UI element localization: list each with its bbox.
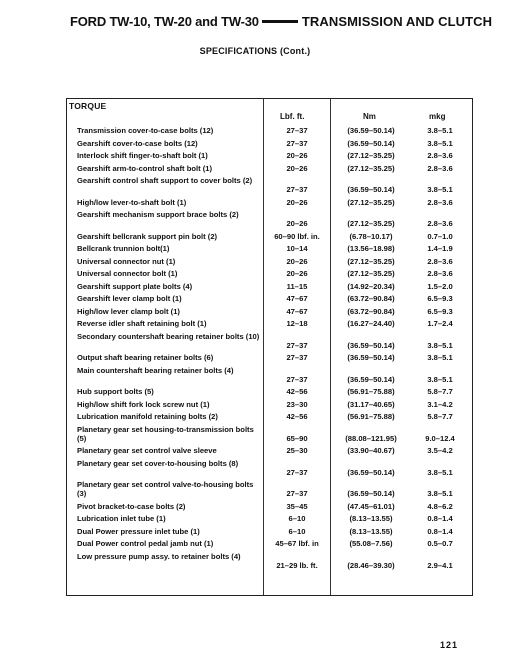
table-row bbox=[67, 514, 472, 523]
cell-mkg: 3.8–5.1 bbox=[427, 489, 453, 498]
cell-mkg: 3.8–5.1 bbox=[427, 340, 453, 350]
cell-lbf-ft: 20–26 bbox=[286, 163, 308, 173]
table-row bbox=[67, 539, 472, 548]
cell-nm: (14.92–20.34) bbox=[347, 281, 395, 291]
page-subtitle: SPECIFICATIONS (Cont.) bbox=[199, 46, 311, 56]
table-row bbox=[67, 176, 472, 194]
cell-lbf-ft: 11–15 bbox=[286, 281, 308, 291]
table-row bbox=[67, 502, 472, 511]
cell-nm: (36.59–50.14) bbox=[347, 185, 395, 194]
table-row bbox=[67, 294, 472, 303]
row-label: Dual Power control pedal jamb nut (1) bbox=[77, 539, 214, 548]
row-label: Reverse idler shaft retaining bolt (1) bbox=[77, 319, 207, 328]
cell-nm: (36.59–50.14) bbox=[347, 126, 395, 135]
row-label: Hub support bolts (5) bbox=[77, 387, 154, 396]
table-row bbox=[67, 151, 472, 160]
header-models: FORD TW-10, TW-20 and TW-30 bbox=[70, 13, 259, 29]
cell-lbf-ft: 21–29 lb. ft. bbox=[276, 560, 318, 570]
table-row bbox=[67, 353, 472, 362]
row-label: Secondary countershaft bearing retainer bolts (10) bbox=[77, 331, 260, 341]
cell-mkg: 2.8–3.6 bbox=[427, 256, 453, 266]
cell-nm: (33.90–40.67) bbox=[347, 446, 395, 455]
table-row bbox=[67, 366, 472, 384]
cell-mkg: 0.8–1.4 bbox=[427, 514, 453, 523]
cell-lbf-ft: 27–37 bbox=[286, 489, 308, 498]
cell-lbf-ft: 27–37 bbox=[286, 353, 308, 362]
cell-mkg: 2.8–3.6 bbox=[427, 163, 453, 173]
row-label: Planetary gear set control valve sleeve bbox=[77, 446, 217, 455]
cell-mkg: 1.4–1.9 bbox=[427, 244, 453, 253]
table-row bbox=[67, 527, 472, 536]
row-label: Gearshift lever clamp bolt (1) bbox=[77, 294, 182, 303]
cell-mkg: 3.8–5.1 bbox=[427, 374, 453, 384]
table-row bbox=[67, 210, 472, 228]
row-label: High/low shift fork lock screw nut (1) bbox=[77, 399, 210, 409]
row-label: Lubrication inlet tube (1) bbox=[77, 514, 166, 523]
table-section-title: TORQUE bbox=[69, 101, 107, 111]
cell-nm: (8.13–13.55) bbox=[349, 514, 393, 523]
table-row bbox=[67, 244, 472, 253]
cell-mkg: 0.8–1.4 bbox=[427, 526, 453, 536]
cell-mkg: 3.8–5.1 bbox=[427, 138, 453, 148]
table-row bbox=[67, 126, 472, 135]
cell-lbf-ft: 42–56 bbox=[286, 387, 308, 396]
row-label: Gearshift bellcrank support pin bolt (2) bbox=[77, 231, 218, 241]
cell-nm: (28.46–39.30) bbox=[347, 560, 395, 570]
cell-lbf-ft: 47–67 bbox=[286, 294, 308, 303]
cell-mkg: 9.0–12.4 bbox=[425, 433, 455, 443]
cell-nm: (27.12–35.25) bbox=[347, 269, 395, 278]
cell-lbf-ft: 25–30 bbox=[286, 446, 308, 455]
cell-lbf-ft: 10–14 bbox=[286, 244, 308, 253]
table-row bbox=[67, 139, 472, 148]
row-label: Main countershaft bearing retainer bolts (4) bbox=[77, 365, 234, 375]
row-label: Universal connector bolt (1) bbox=[77, 269, 178, 278]
cell-lbf-ft: 60–90 lbf. in. bbox=[274, 231, 320, 241]
header-rule bbox=[262, 20, 298, 23]
table-row bbox=[67, 459, 472, 477]
cell-nm: (31.17–40.65) bbox=[347, 399, 395, 409]
column-header-mkg: mkg bbox=[429, 112, 446, 121]
cell-mkg: 6.5–9.3 bbox=[427, 306, 453, 316]
cell-mkg: 4.8–6.2 bbox=[427, 501, 453, 511]
cell-nm: (63.72–90.84) bbox=[347, 306, 395, 316]
table-row bbox=[67, 198, 472, 207]
table-row bbox=[67, 387, 472, 396]
row-label: Dual Power pressure inlet tube (1) bbox=[77, 526, 200, 536]
cell-nm: (36.59–50.14) bbox=[347, 138, 395, 148]
table-row bbox=[67, 319, 472, 328]
table-row bbox=[67, 307, 472, 316]
cell-lbf-ft: 27–37 bbox=[286, 126, 308, 135]
row-label: Interlock shift finger-to-shaft bolt (1) bbox=[77, 151, 208, 160]
cell-lbf-ft: 20–26 bbox=[286, 197, 308, 207]
row-label: Gearshift arm-to-control shaft bolt (1) bbox=[77, 163, 213, 173]
cell-lbf-ft: 27–37 bbox=[286, 374, 308, 384]
cell-lbf-ft: 12–18 bbox=[286, 319, 308, 328]
row-label: Low pressure pump assy. to retainer bolts (4) bbox=[77, 551, 241, 561]
cell-mkg: 3.5–4.2 bbox=[427, 446, 453, 455]
cell-lbf-ft: 20–26 bbox=[286, 269, 308, 278]
cell-lbf-ft: 42–56 bbox=[286, 412, 308, 421]
table-row bbox=[67, 269, 472, 278]
row-label: Planetary gear set housing-to-transmission bolts (5) bbox=[77, 424, 254, 443]
table-row bbox=[67, 164, 472, 173]
cell-mkg: 5.8–7.7 bbox=[427, 387, 453, 396]
cell-lbf-ft: 6–10 bbox=[288, 514, 306, 523]
cell-mkg: 2.8–3.6 bbox=[427, 197, 453, 207]
cell-lbf-ft: 20–26 bbox=[286, 256, 308, 266]
table-row bbox=[67, 425, 472, 443]
header-section: TRANSMISSION AND CLUTCH bbox=[301, 13, 493, 29]
cell-nm: (6.78–10.17) bbox=[349, 231, 393, 241]
cell-lbf-ft: 35–45 bbox=[286, 501, 308, 511]
cell-mkg: 0.7–1.0 bbox=[427, 231, 453, 241]
row-label: High/low lever clamp bolt (1) bbox=[77, 306, 180, 316]
table-row bbox=[67, 446, 472, 455]
cell-nm: (47.45–61.01) bbox=[347, 501, 395, 511]
cell-nm: (27.12–35.25) bbox=[347, 197, 395, 207]
cell-mkg: 3.8–5.1 bbox=[427, 467, 453, 477]
cell-mkg: 3.8–5.1 bbox=[427, 185, 453, 194]
cell-mkg: 1.7–2.4 bbox=[427, 319, 453, 328]
row-label: High/low lever-to-shaft bolt (1) bbox=[77, 197, 187, 207]
row-label: Planetary gear set cover-to-housing bolts (8) bbox=[77, 458, 239, 468]
table-row bbox=[67, 552, 472, 570]
row-label: Gearshift control shaft support to cover bolts (2) bbox=[77, 176, 253, 185]
row-label: Gearshift cover-to-case bolts (12) bbox=[77, 138, 198, 148]
column-header-nm: Nm bbox=[363, 112, 376, 121]
page-header bbox=[70, 10, 500, 32]
cell-lbf-ft: 27–37 bbox=[286, 138, 308, 148]
cell-mkg: 1.5–2.0 bbox=[427, 281, 453, 291]
cell-nm: (16.27–24.40) bbox=[347, 319, 395, 328]
cell-nm: (27.12–35.25) bbox=[347, 151, 395, 160]
cell-lbf-ft: 20–26 bbox=[286, 219, 308, 228]
table-row bbox=[67, 400, 472, 409]
row-label: Lubrication manifold retaining bolts (2) bbox=[77, 412, 218, 421]
cell-nm: (27.12–35.25) bbox=[347, 163, 395, 173]
cell-nm: (36.59–50.14) bbox=[347, 353, 395, 362]
table-row bbox=[67, 480, 472, 498]
cell-nm: (56.91–75.88) bbox=[347, 387, 395, 396]
row-label: Transmission cover-to-case bolts (12) bbox=[77, 126, 214, 135]
cell-mkg: 2.8–3.6 bbox=[427, 269, 453, 278]
cell-mkg: 2.9–4.1 bbox=[427, 560, 453, 570]
table-row bbox=[67, 282, 472, 291]
cell-nm: (36.59–50.14) bbox=[347, 340, 395, 350]
cell-nm: (36.59–50.14) bbox=[347, 467, 395, 477]
cell-nm: (13.56–18.98) bbox=[347, 244, 395, 253]
row-label: Pivot bracket-to-case bolts (2) bbox=[77, 501, 186, 511]
cell-nm: (63.72–90.84) bbox=[347, 294, 395, 303]
table-row bbox=[67, 232, 472, 241]
cell-nm: (55.08–7.56) bbox=[349, 539, 393, 548]
cell-nm: (36.59–50.14) bbox=[347, 374, 395, 384]
cell-mkg: 2.8–3.6 bbox=[427, 219, 453, 228]
column-header-lbf-ft: Lbf. ft. bbox=[280, 112, 305, 121]
cell-nm: (88.08–121.95) bbox=[345, 433, 397, 443]
cell-nm: (56.91–75.88) bbox=[347, 412, 395, 421]
row-label: Bellcrank trunnion bolt(1) bbox=[77, 244, 170, 253]
cell-mkg: 6.5–9.3 bbox=[427, 294, 453, 303]
cell-mkg: 2.8–3.6 bbox=[427, 151, 453, 160]
row-label: Planetary gear set control valve-to-housing bolts (3) bbox=[77, 480, 254, 498]
cell-lbf-ft: 47–67 bbox=[286, 306, 308, 316]
cell-lbf-ft: 20–26 bbox=[286, 151, 308, 160]
cell-mkg: 5.8–7.7 bbox=[427, 412, 453, 421]
cell-lbf-ft: 23–30 bbox=[286, 399, 308, 409]
cell-nm: (8.13–13.55) bbox=[349, 526, 393, 536]
cell-lbf-ft: 27–37 bbox=[286, 467, 308, 477]
row-label: Output shaft bearing retainer bolts (6) bbox=[77, 353, 214, 362]
row-label: Gearshift mechanism support brace bolts (2) bbox=[77, 210, 239, 219]
table-row bbox=[67, 412, 472, 421]
cell-lbf-ft: 27–37 bbox=[286, 340, 308, 350]
cell-mkg: 3.8–5.1 bbox=[427, 353, 453, 362]
cell-lbf-ft: 45–67 lbf. in bbox=[275, 539, 319, 548]
cell-lbf-ft: 65–90 bbox=[286, 433, 308, 443]
cell-nm: (27.12–35.25) bbox=[347, 256, 395, 266]
row-label: Universal connector nut (1) bbox=[77, 256, 176, 266]
page-number: 121 bbox=[440, 640, 459, 650]
table-row bbox=[67, 257, 472, 266]
cell-mkg: 3.1–4.2 bbox=[427, 399, 453, 409]
row-label: Gearshift support plate bolts (4) bbox=[77, 281, 193, 291]
table-row bbox=[67, 332, 472, 350]
torque-spec-table bbox=[66, 98, 473, 596]
cell-mkg: 3.8–5.1 bbox=[427, 126, 453, 135]
cell-lbf-ft: 6–10 bbox=[288, 526, 306, 536]
cell-lbf-ft: 27–37 bbox=[286, 185, 308, 194]
cell-nm: (36.59–50.14) bbox=[347, 489, 395, 498]
cell-nm: (27.12–35.25) bbox=[347, 219, 395, 228]
cell-mkg: 0.5–0.7 bbox=[427, 539, 453, 548]
